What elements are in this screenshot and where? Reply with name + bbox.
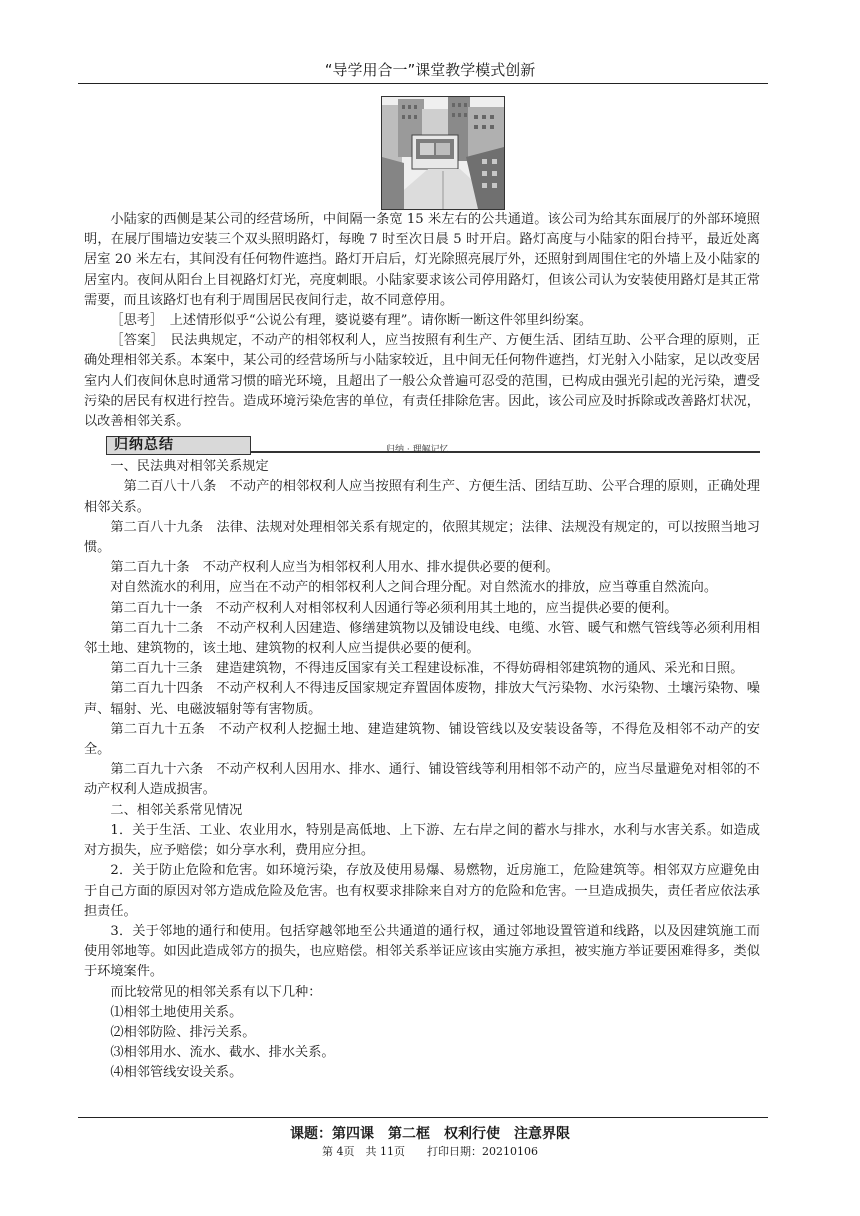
list-item: ⑴相邻土地使用关系。 <box>110 1004 243 1020</box>
footer-divider <box>78 1117 768 1118</box>
article-paragraph: 第二百九十条 不动产权利人应当为相邻权利人用水、排水提供必要的便利。 <box>110 560 559 576</box>
section-heading: 二、相邻关系常见情况 <box>110 802 243 818</box>
article-paragraph: 对自然流水的利用，应当在不动产的相邻权利人之间合理分配。对自然流水的排放，应当尊重自然流向。 <box>110 580 718 596</box>
article-paragraph: 第二百九十四条 不动产权利人不得违反国家规定弃置固体废物，排放大气污染物、水污染物、土壤污染物、噪声、辐射、光、电磁波辐射等有害物质。 <box>84 681 760 717</box>
header-divider <box>78 83 768 84</box>
footer-lesson-title: 课题：第四课 第二框 权利行使 注意界限 <box>290 1126 570 1142</box>
summary-divider <box>250 451 760 453</box>
situation-paragraph: 1．关于生活、工业、农业用水，特别是高低地、上下游、左右岸之间的蓄水与排水，水利与水害关系。如造成对方损失，应予赔偿；如分享水利，费用应分担。 <box>84 822 760 859</box>
section-heading: 一、民法典对相邻关系规定 <box>110 459 269 475</box>
page-header-title: “导学用合一”课堂教学模式创新 <box>324 61 536 79</box>
summary-banner <box>84 434 760 456</box>
list-item: ⑶相邻用水、流水、截水、排水关系。 <box>110 1045 335 1061</box>
case-paragraph: 小陆家的西侧是某公司的经营场所，中间隔一条宽 15 米左右的公共通道。该公司为给其东面展厅的外部环境照明，在展厅围墙边安装三个双头照明路灯，每晚 7 时至次日晨 5 时开启。路灯高度与小陆家的阳台持平，最近处离居室 20 米左右，其间没有任何物件遮挡。路灯开启后，灯光除照亮展厅外，还照射到周围住宅的外墙上及小陆家的居室内。夜间从阳台上目视路灯灯光，亮度刺眼。小陆家要求该公司停用路灯，但该公司认为安装使用路灯是其正常需要，而且该路灯也有利于周围居民夜间行走，故不同意停用。 <box>84 212 760 308</box>
city-buildings-illustration <box>381 96 505 210</box>
answer-paragraph: ［答案］ 民法典规定，不动产的相邻权利人，应当按照有利生产、方便生活、团结互助、公平合理的原则，正确处理相邻关系。本案中，某公司的经营场所与小陆家较近，且中间无任何物件遮挡，灯光射入小陆家，足以改变居室内人们夜间休息时通常习惯的暗光环境，且超出了一般公众普遍可忍受的范围，已构成由强光引起的光污染，遭受污染的居民有权进行控告。造成环境污染危害的单位，有责任排除危害。因此，该公司应及时拆除或改善路灯状况，以改善相邻关系。 <box>84 333 760 430</box>
article-paragraph: 第二百八十九条 法律、法规对处理相邻关系有规定的，依照其规定；法律、法规没有规定的，可以按照当地习惯。 <box>84 519 760 556</box>
article-paragraph: 第二百九十一条 不动产权利人对相邻权利人因通行等必须利用其土地的，应当提供必要的便利。 <box>110 600 678 616</box>
list-intro: 而比较常见的相邻关系有以下几种： <box>110 984 322 1000</box>
list-item: ⑵相邻防险、排污关系。 <box>110 1024 256 1040</box>
document-body <box>84 210 760 1084</box>
think-question: ［思考］ 上述情形似乎“公说公有理，婆说婆有理”。请你断一断这件邻里纠纷案。 <box>110 313 593 329</box>
situation-paragraph: 2．关于防止危险和危害。如环境污染，存放及使用易爆、易燃物，近房施工，危险建筑等。相邻双方应避免由于自己方面的原因对邻方造成危险及危害。也有权要求排除来自对方的危险和危害。一旦造成损失，责任者应依法承担责任。 <box>84 863 760 919</box>
list-item: ⑷相邻管线安设关系。 <box>110 1065 243 1081</box>
situation-paragraph: 3．关于邻地的通行和使用。包括穿越邻地至公共通道的通行权，通过邻地设置管道和线路，以及因建筑施工而使用邻地等。如因此造成邻方的损失，也应赔偿。相邻关系举证应该由实施方承担，被实施方举证要困难得多，类似于环境案件。 <box>84 923 760 980</box>
article-paragraph: 第二百九十五条 不动产权利人挖掘土地、建造建筑物、铺设管线以及安装设备等，不得危及相邻不动产的安全。 <box>84 721 760 758</box>
summary-label: 归纳总结 <box>114 437 174 454</box>
footer-page-info: 第 4页 共 11页 打印日期：20210106 <box>322 1145 538 1158</box>
article-paragraph: 第二百九十三条 建造建筑物，不得违反国家有关工程建设标准，不得妨碍相邻建筑物的通风、采光和日照。 <box>110 661 744 677</box>
article-paragraph: 第二百九十二条 不动产权利人因建造、修缮建筑物以及铺设电线、电缆、水管、暖气和燃气管线等必须利用相邻土地、建筑物的，该土地、建筑物的权利人应当提供必要的便利。 <box>84 620 760 657</box>
article-paragraph: 第二百八十八条 不动产的相邻权利人应当按照有利生产、方便生活、团结互助、公平合理的原则，正确处理相邻关系。 <box>84 479 760 515</box>
summary-tag: 归纳 · 理解记忆 <box>386 445 449 456</box>
article-paragraph: 第二百九十六条 不动产权利人因用水、排水、通行、铺设管线等利用相邻不动产的，应当尽量避免对相邻的不动产权利人造成损害。 <box>84 762 760 798</box>
